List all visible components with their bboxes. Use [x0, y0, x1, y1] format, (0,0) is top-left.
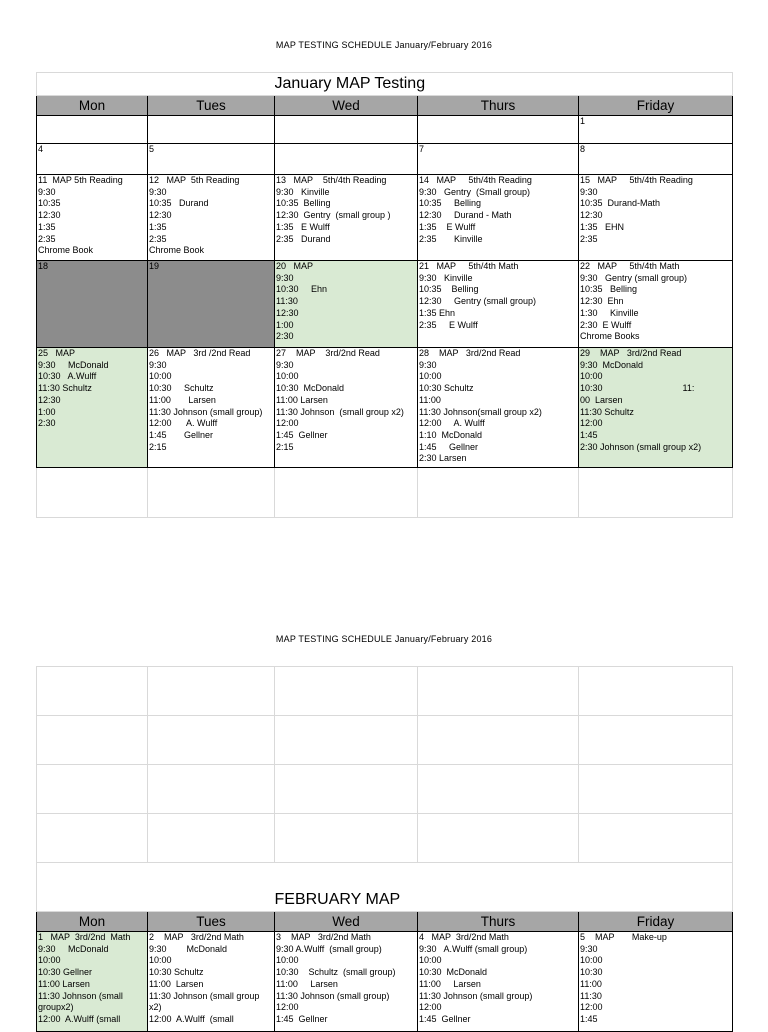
day-cell: 21 MAP 5th/4th Math 9:30 Kinville 10:35 Belling 12:30 Gentry (small group) 1:35 Ehn 2:35 E Wulff [418, 261, 579, 348]
day-header-friday: Friday [579, 912, 733, 932]
day-header-mon: Mon [37, 96, 148, 116]
day-header-thurs: Thurs [418, 96, 579, 116]
day-header-wed: Wed [275, 96, 418, 116]
day-cell: 1 MAP 3rd/2nd Math 9:30 McDonald 10:00 10:30 Gellner 11:00 Larsen 11:30 Johnson (small groupx2) 12:00 A.Wulff (small [37, 932, 148, 1032]
day-cell: 3 MAP 3rd/2nd Math 9:30 A.Wulff (small group) 10:00 10:30 Schultz (small group) 11:00 Larsen 11:30 Johnson (small group) 12:00 1:45 Gellner [275, 932, 418, 1032]
day-cell: 14 MAP 5th/4th Reading 9:30 Gentry (Small group) 10:35 Belling 12:30 Durand - Math 1:35 E Wulff 2:35 Kinville [418, 175, 579, 261]
day-cell: 29 MAP 3rd/2nd Read 9:30 McDonald 10:00 10:30 11: 00 Larsen 11:30 Schultz 12:00 1:45 2:30 Johnson (small group x2) [579, 348, 733, 468]
page1-sheet-title: MAP TESTING SCHEDULE January/February 2016 [275, 40, 493, 50]
day-cell [148, 116, 275, 144]
january-schedule-table [36, 72, 733, 518]
day-cell: 25 MAP 9:30 McDonald 10:30 A.Wulff 11:30 Schultz 12:30 1:00 2:30 [37, 348, 148, 468]
day-cell: 12 MAP 5th Reading 9:30 10:35 Durand 12:30 1:35 2:35 Chrome Book [148, 175, 275, 261]
day-cell: 2 MAP 3rd/2nd Math 9:30 McDonald 10:00 10:30 Schultz 11:00 Larsen 11:30 Johnson (small group x2) 12:00 A.Wulff (small [148, 932, 275, 1032]
day-cell [418, 116, 579, 144]
day-cell: 22 MAP 5th/4th Math 9:30 Gentry (small group) 10:35 Belling 12:30 Ehn 1:30 Kinville 2:30 E Wulff Chrome Books [579, 261, 733, 348]
day-cell: 8 [579, 144, 733, 175]
day-header-friday: Friday [579, 96, 733, 116]
day-cell: 20 MAP 9:30 10:30 Ehn 11:30 12:30 1:00 2:30 [275, 261, 418, 348]
day-header-thurs: Thurs [418, 912, 579, 932]
day-cell [579, 468, 733, 518]
day-header-tues: Tues [148, 912, 275, 932]
day-cell: 7 [418, 144, 579, 175]
day-cell [148, 468, 275, 518]
february-title: FEBRUARY MAP [275, 863, 579, 912]
day-cell: 5 MAP Make-up 9:30 10:00 10:30 11:00 11:30 12:00 1:45 [579, 932, 733, 1032]
day-cell: 4 MAP 3rd/2nd Math 9:30 A.Wulff (small group) 10:00 10:30 McDonald 11:00 Larsen 11:30 Johnson (small group) 12:00 1:45 Gellner [418, 932, 579, 1032]
day-cell: 5 [148, 144, 275, 175]
day-cell: 15 MAP 5th/4th Reading 9:30 10:35 Durand-Math 12:30 1:35 EHN 2:35 [579, 175, 733, 261]
day-header-mon: Mon [37, 912, 148, 932]
page2-sheet-title: MAP TESTING SCHEDULE January/February 2016 [275, 634, 493, 644]
day-cell: 18 [37, 261, 148, 348]
day-cell [275, 144, 418, 175]
day-cell [275, 468, 418, 518]
day-cell [37, 468, 148, 518]
day-cell: 4 [37, 144, 148, 175]
day-header-tues: Tues [148, 96, 275, 116]
day-cell: 13 MAP 5th/4th Reading 9:30 Kinville 10:35 Belling 12:30 Gentry (small group ) 1:35 E Wulff 2:35 Durand [275, 175, 418, 261]
day-header-wed: Wed [275, 912, 418, 932]
day-cell: 1 [579, 116, 733, 144]
day-cell [275, 116, 418, 144]
day-cell [418, 468, 579, 518]
day-cell: 11 MAP 5th Reading 9:30 10:35 12:30 1:35 2:35 Chrome Book [37, 175, 148, 261]
day-cell: 27 MAP 3rd/2nd Read 9:30 10:00 10:30 McDonald 11:00 Larsen 11:30 Johnson (small group x2) 12:00 1:45 Gellner 2:15 [275, 348, 418, 468]
day-cell [37, 116, 148, 144]
day-cell: 19 [148, 261, 275, 348]
january-title: January MAP Testing [275, 73, 579, 96]
day-cell: 26 MAP 3rd /2nd Read 9:30 10:00 10:30 Schultz 11:00 Larsen 11:30 Johnson (small group) 12:00 A. Wulff 1:45 Gellner 2:15 [148, 348, 275, 468]
february-schedule-table [36, 666, 733, 1032]
day-cell: 28 MAP 3rd/2nd Read 9:30 10:00 10:30 Schultz 11:00 11:30 Johnson(small group x2) 12:00 A. Wulff 1:10 McDonald 1:45 Gellner 2:30 Larsen [418, 348, 579, 468]
